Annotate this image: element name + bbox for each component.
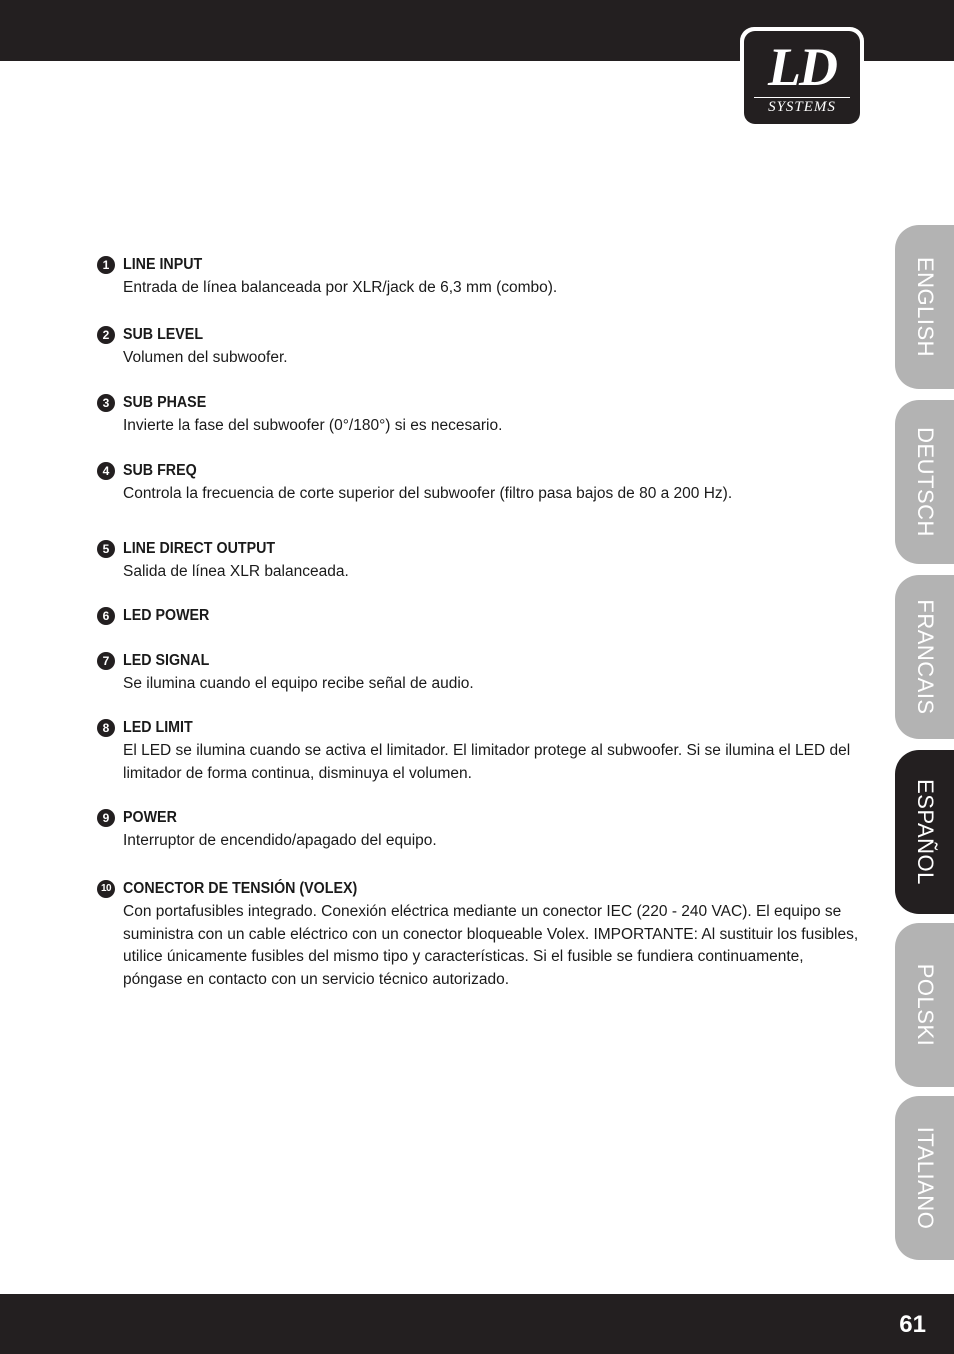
item-conector-de-tension: [97, 879, 867, 992]
item-number-badge: 3: [97, 394, 115, 412]
item-title: LINE DIRECT OUTPUT: [123, 540, 276, 557]
item-description: Volumen del subwoofer.: [123, 349, 288, 366]
item-led-signal: [97, 651, 867, 696]
tab-label: POLSKI: [912, 963, 938, 1047]
tab-english[interactable]: [895, 225, 954, 389]
item-title: SUB LEVEL: [123, 326, 204, 343]
item-title: LINE INPUT: [123, 256, 203, 273]
tab-deutsch[interactable]: [895, 400, 954, 564]
item-number-badge: 9: [97, 809, 115, 827]
item-description: Se ilumina cuando el equipo recibe señal de audio.: [123, 675, 474, 692]
page-number: 61: [899, 1311, 926, 1338]
tab-francais[interactable]: [895, 575, 954, 739]
item-title: LED POWER: [123, 607, 210, 624]
item-led-power: [97, 606, 867, 626]
tab-italiano[interactable]: [895, 1096, 954, 1260]
item-description: Con portafusibles integrado. Conexión eléctrica mediante un conector IEC (220 - 240 VAC). El equipo se suministra con un cable eléctrico con un conector bloqueable Volex. IMPORTANTE: Al sustituir los fusibles, utilice únicamente fusibles del mismo tipo y características. Si el fusible se fundiera continuamente, póngase en contacto con un servicio técnico autorizado.: [123, 903, 859, 989]
footer-bar: [0, 1294, 954, 1354]
item-number-badge: 4: [97, 462, 115, 480]
item-description: El LED se ilumina cuando se activa el limitador. El limitador protege al subwoofer. Si se ilumina el LED del limitador de forma continua, disminuya el volumen.: [123, 742, 851, 782]
tab-label: ESPAÑOL: [912, 779, 938, 885]
item-sub-level: [97, 325, 867, 370]
item-power: [97, 808, 867, 853]
logo-subtext: SYSTEMS: [768, 99, 836, 115]
item-number-badge: 7: [97, 652, 115, 670]
item-description: Invierte la fase del subwoofer (0°/180°) si es necesario.: [123, 417, 503, 434]
item-title: CONECTOR DE TENSIÓN (VOLEX): [123, 880, 358, 897]
item-description: Entrada de línea balanceada por XLR/jack de 6,3 mm (combo).: [123, 279, 558, 296]
item-title: LED LIMIT: [123, 719, 193, 736]
tab-espanol[interactable]: [895, 750, 954, 914]
item-number-badge: 5: [97, 540, 115, 558]
item-sub-freq: [97, 461, 867, 506]
tab-label: ENGLISH: [912, 256, 938, 358]
item-description: Interruptor de encendido/apagado del equipo.: [123, 832, 437, 849]
item-number-badge: 10: [97, 880, 115, 898]
item-title: POWER: [123, 809, 177, 826]
logo-divider: [754, 97, 850, 98]
tab-label: FRANCAIS: [912, 599, 938, 715]
item-number-badge: 2: [97, 326, 115, 344]
tab-polski[interactable]: [895, 923, 954, 1087]
item-description: Salida de línea XLR balanceada.: [123, 563, 349, 580]
item-title: SUB FREQ: [123, 462, 197, 479]
item-sub-phase: [97, 393, 867, 438]
ld-systems-logo: [740, 27, 864, 128]
item-title: SUB PHASE: [123, 394, 207, 411]
item-title: LED SIGNAL: [123, 652, 210, 669]
tab-label: DEUTSCH: [912, 427, 938, 537]
item-line-input: [97, 255, 867, 300]
item-description: Controla la frecuencia de corte superior del subwoofer (filtro pasa bajos de 80 a 200 Hz).: [123, 485, 733, 502]
item-number-badge: 8: [97, 719, 115, 737]
item-number-badge: 1: [97, 256, 115, 274]
item-line-direct-output: [97, 539, 867, 584]
item-number-badge: 6: [97, 607, 115, 625]
tab-label: ITALIANO: [912, 1126, 938, 1230]
logo-letters: LD: [768, 37, 836, 97]
item-led-limit: [97, 718, 867, 785]
